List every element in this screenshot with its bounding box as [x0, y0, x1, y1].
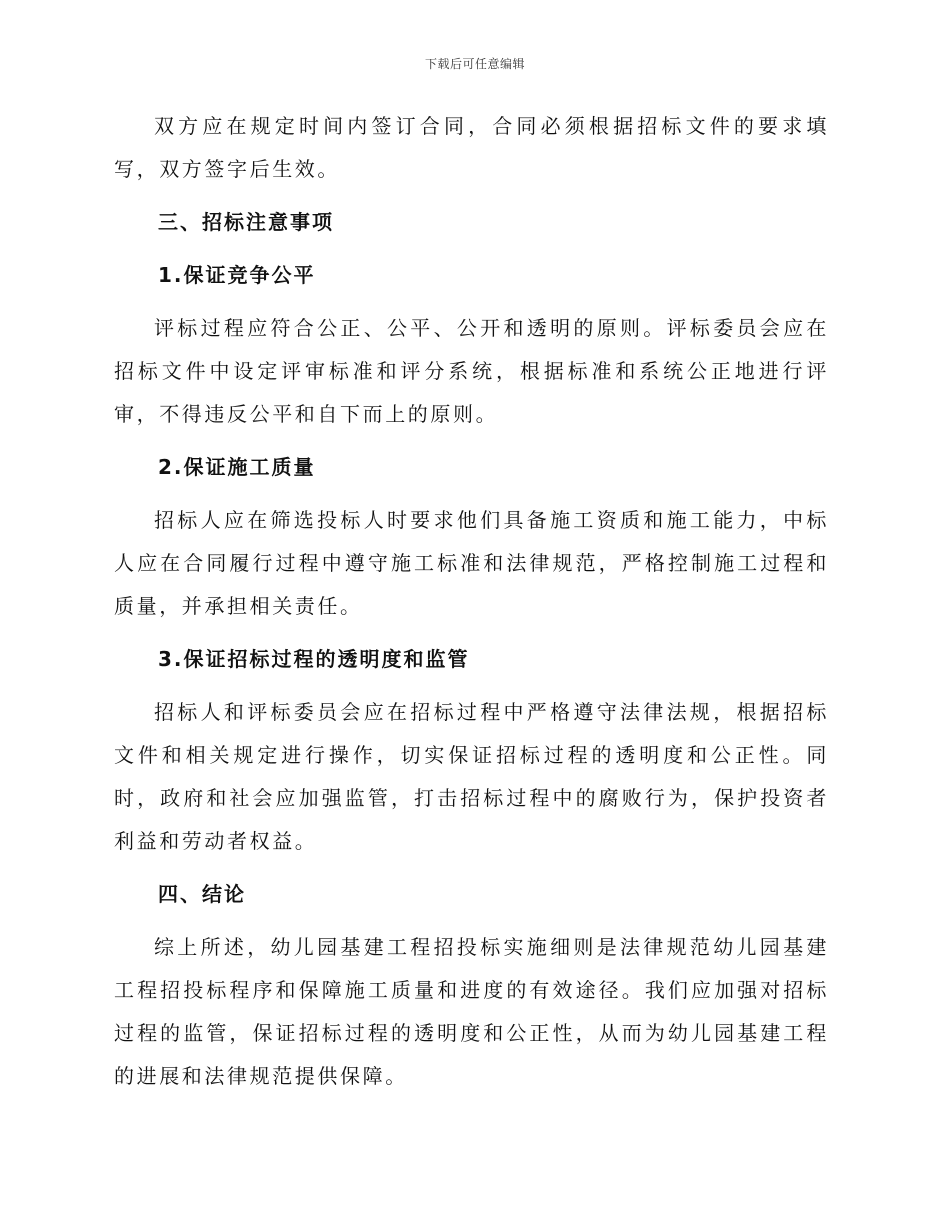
subheading-construction-quality: 2.保证施工质量 — [158, 455, 316, 479]
paragraph-conclusion: 综上所述，幼儿园基建工程招投标实施细则是法律规范幼儿园基建工程招投标程序和保障施工质量和进度的有效途径。我们应加强对招标过程的监管，保证招标过程的透明度和公正性，从而为幼儿园基建工程的进展和法律规范提供保障。 — [114, 935, 829, 1088]
section-heading-conclusion: 四、结论 — [158, 882, 246, 906]
paragraph-construction-quality: 招标人应在筛选投标人时要求他们具备施工资质和施工能力，中标人应在合同履行过程中遵守施工标准和法律规范，严格控制施工过程和质量，并承担相关责任。 — [114, 508, 829, 618]
page-header: 下载后可任意编辑 — [424, 57, 525, 71]
document-body — [114, 105, 829, 1108]
paragraph-fair-competition: 评标过程应符合公正、公平、公开和透明的原则。评标委员会应在招标文件中设定评审标准和评分系统，根据标准和系统公正地进行评审，不得违反公平和自下而上的原则。 — [114, 316, 829, 426]
paragraph-transparency-supervision: 招标人和评标委员会应在招标过程中严格遵守法律法规，根据招标文件和相关规定进行操作，切实保证招标过程的透明度和公正性。同时，政府和社会应加强监管，打击招标过程中的腐败行为，保护投资者利益和劳动者权益。 — [114, 700, 829, 853]
section-heading-bidding-notes: 三、招标注意事项 — [158, 210, 334, 234]
subheading-fair-competition: 1.保证竞争公平 — [158, 263, 316, 287]
paragraph-contract-signing: 双方应在规定时间内签订合同，合同必须根据招标文件的要求填写，双方签字后生效。 — [114, 114, 829, 181]
subheading-transparency-supervision: 3.保证招标过程的透明度和监管 — [158, 647, 470, 671]
